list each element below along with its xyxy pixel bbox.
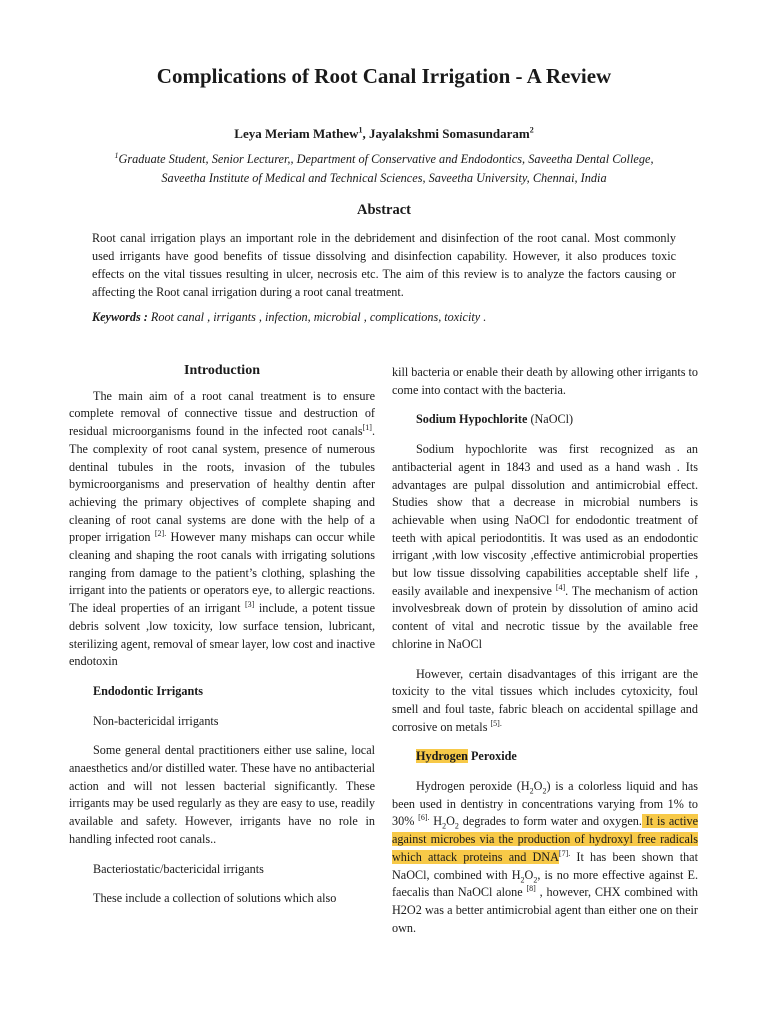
author-2: Jayalakshmi Somasundaram (368, 126, 530, 141)
h2o2-text-i: , is no more effective against E. faecalis than NaOCl alone (392, 867, 698, 900)
h2o2-text-g: It has been shown that NaOCl, combined with H (392, 849, 698, 882)
h2o2-text-b: O (533, 779, 543, 794)
citation-8: [8] (526, 884, 536, 894)
highlighted-hydrogen: Hydrogen (416, 749, 468, 764)
h2o2-text-e: O (446, 814, 455, 829)
bacteriostatic-paragraph: These include a collection of solutions which also (93, 891, 337, 906)
citation-4: [4] (555, 582, 566, 592)
citation-7: [7]. (558, 848, 571, 858)
intro-text-a: The main aim of a root canal treatment is to ensure complete removal of connective tissue and destruction of residual microorganisms found in the infected root canals (69, 388, 375, 439)
peroxide-word: Peroxide (467, 749, 517, 764)
intro-text-d: include, a potent tissue debris solvent ,low toxicity, low surface tension, lubricant, sterilizing agent, removal of smear layer, low cost and inactive endotoxin (69, 601, 375, 669)
non-bactericidal-paragraph: Some general dental practitioners either use saline, local anaesthetics and/or distilled water. These have no antibacterial action and will not lessen bacterial significantly. These irrigants may be used regularly as they are easy to use, readily available and safety. However, irrigants have no role in handling infected root canals.. (69, 743, 375, 846)
disadvantages-text: However, certain disadvantages of this irrigant are the toxicity to the vital tissues which includes cytoxicity, foul smell and foul taste, fabric bleach on accidental spillage and corrosive on metals (392, 666, 698, 734)
authors-line (0, 126, 768, 142)
citation-5: [5]. (490, 718, 502, 728)
disadvantages-paragraph (392, 666, 698, 737)
intro-text-b: . The complexity of root canal system, presence of numerous dentinal tubules in the roots, invasion of the tubules bymicroorganisms and preservation of healthy dentin after achieving the primary objectives of complete shaping and cleaning of root canal systems are done with the help of a proper irrigation (69, 424, 375, 545)
subscript-2: 2 (542, 786, 547, 796)
affiliation (40, 150, 728, 188)
sodium-hypochlorite-heading (392, 411, 698, 429)
h2o2-text-f: degrades to form water and oxygen. (458, 814, 642, 829)
hydrogen-peroxide-paragraph (392, 778, 698, 937)
endodontic-irrigants-heading: Endodontic Irrigants (93, 683, 204, 698)
h2o2-text-c: ) is a colorless liquid and has been used in dentistry in concentrations varying from 1% to 30% (392, 779, 698, 829)
affiliation-line-2: Saveetha Institute of Medical and Technical Sciences, Saveetha University, Chennai, India (161, 171, 607, 185)
introduction-paragraph (69, 388, 375, 671)
author-1: Leya Meriam Mathew (234, 126, 359, 141)
abstract-text: Root canal irrigation plays an important role in the debridement and disinfection of the root canal. Most commonly used irrigants have good benefits of tissue dissolving and disinfection capability. However, it also produces toxic effects on the vital tissues resulting in ulcer, necrosis etc. The aim of this review is to analyze the factors causing or affecting the Root canal irrigation during a root canal treatment. (92, 231, 676, 299)
h2o2-text-d: H (429, 814, 443, 829)
bacteriostatic-heading: Bacteriostatic/bactericidal irrigants (93, 861, 264, 876)
naocl-text-a: Sodium hypochlorite was first recognized as an antibacterial agent in 1843 and used as a hand wash . Its advantages are pulpal dissolution and antimicrobial effect. Studies show that a decrease in microbial numbers is achievable when using NaOCl for endodontic treatment of teeth with apical periodontitis. It was used as an endodontic irrigant ,with low viscosity ,effective antimicrobial properties but low tissue dissolving capabilities acceptable shelf life , easily available and inexpensive (392, 442, 698, 598)
non-bactericidal-heading: Non-bactericidal irrigants (93, 713, 219, 728)
author-1-sup: 1 (358, 125, 363, 135)
subscript-2: 2 (454, 821, 459, 831)
introduction-heading: Introduction (184, 363, 260, 378)
affiliation-sup: 1 (114, 150, 119, 160)
highlighted-sentence: It is active against microbes via the production of hydroxyl free radicals which attack proteins and DNA (392, 814, 698, 864)
h2o2-text-h: O (524, 867, 534, 882)
naocl-heading-name: Sodium Hypochlorite (416, 412, 528, 427)
citation-3: [3] (245, 600, 255, 610)
subscript-2: 2 (520, 875, 525, 885)
keywords (92, 310, 676, 325)
abstract-heading: Abstract (357, 202, 411, 218)
citation-2: [2]. (154, 529, 167, 539)
subscript-2: 2 (442, 821, 447, 831)
naocl-heading-formula: (NaOCl) (527, 412, 574, 427)
hydrogen-peroxide-heading (392, 748, 698, 766)
h2o2-text-a: Hydrogen peroxide (H (416, 779, 530, 794)
subscript-2: 2 (533, 875, 538, 885)
subscript-2: 2 (529, 786, 534, 796)
paper-title: Complications of Root Canal Irrigation - A Review (156, 64, 612, 88)
intro-text-c: However many mishaps can occur while cleaning and shaping the root canals with irrigating solutions ranging from damage to the patient’s clothing, splashing the irrigant into the patients or operators eye, to allergic reactions. The ideal properties of an irrigant (69, 530, 375, 616)
keywords-label: Keywords : (92, 310, 148, 324)
keywords-list: Root canal , irrigants , infection, microbial , complications, toxicity . (147, 310, 487, 324)
citation-6: [6]. (418, 813, 430, 823)
naocl-text-b: . The mechanism of action involvesbreak down of protein by dissolution of amino acid content of vital and necrotic tissue by the available free chlorine in NaOCl (392, 583, 698, 651)
author-separator: , (362, 126, 369, 141)
citation-1: [1] (362, 423, 372, 433)
affiliation-line-1: Graduate Student, Senior Lecturer,, Department of Conservative and Endodontics, Saveetha Dental College, (118, 152, 654, 166)
sodium-hypochlorite-paragraph (392, 441, 698, 653)
right-column (392, 364, 698, 937)
left-column (69, 362, 375, 908)
author-2-sup: 2 (529, 125, 534, 135)
h2o2-text-j: , however, CHX combined with H2O2 was a better antimicrobial agent than either one on their own. (392, 885, 698, 935)
continued-paragraph: kill bacteria or enable their death by allowing other irrigants to come into contact with the bacteria. (392, 365, 698, 397)
